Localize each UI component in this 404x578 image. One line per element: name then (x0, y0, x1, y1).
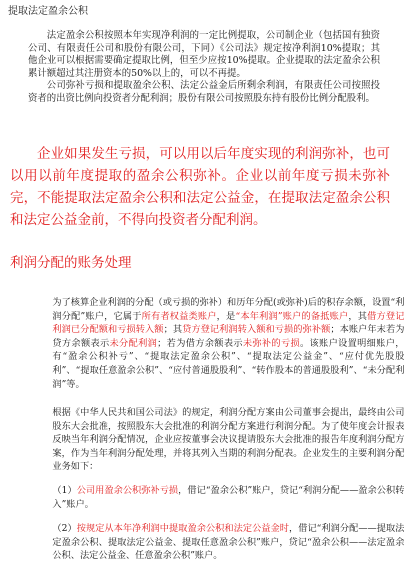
text-segment: 。该账户设置明细账户，有“盈余公积补亏”、“提取法定盈余公积”、“提取法定公益金”、“应付优先股股利”、“提取任意盈余公积”、“应付普通股股利”、“转作股本的普通股股利”、“未分配利润”等。 (52, 337, 404, 390)
highlight-owner-equity: 所有者权益类账户 (141, 310, 217, 322)
highlight-debit-side: 借方登记利润已分配额和亏损转入额 (52, 310, 404, 336)
text-segment: ，其 (348, 310, 368, 322)
text-segment: 为了核算企业利润的分配（或亏损的弥补）和历年分配(或弥补)后的积存余额，设置“利润分配”账户，它属于 (52, 297, 404, 322)
list-item-2 (34, 522, 404, 563)
highlighted-loss-paragraph: 企业如果发生亏损，可以用以后年度实现的利润弥补，也可以用以前年度提取的盈余公积弥补。企业以前年度亏损未弥补完，不能提取法定盈余公积和法定公益金，在提取法定盈余公积和法定公益金前，不得向投资者分配利润。 (10, 146, 390, 228)
text-segment: ；其 (163, 324, 183, 336)
paragraph-profit-distribution: 公司弥补亏损和提取盈余公积、法定公益金后所剩余利润，有限责任公司按照投资者的出资比例向投资者分配利润；股份有限公司按照股东持有股份比例分配股利。 (28, 80, 380, 104)
highlight-credit-side: 贷方登记利润转入额和亏损的弥补额 (182, 324, 331, 336)
item-number: （1） (52, 485, 77, 496)
paragraph-statutory-reserve: 法定盈余公积按照本年实现净利润的一定比例提取，公司制企业（包括国有独资公司、有限责任公司和股份有限公司，下同）《公司法》规定按净利润10%提取；其他企业可以根据需要确定提取比例，但至少应按10%提取。企业提取的法定盈余公积累计额超过其注册资本的50%以上的，可以不再提。 (28, 30, 380, 79)
text-segment: ；若为借方余额表示 (157, 337, 243, 349)
company-law-paragraph: 根据《中华人民共和国公司法》的规定，利润分配方案由公司董事会提出，最终由公司股东大会批准，按照股东大会批准的利润分配方案进行利润分配。为了使年度会计报表反映当年利润分配情况，企业应按董事会决议提请股东大会批准的报告年度利润分配方案，作为当年利润分配处理，并将其列入当期的利润分配表。企业发生的主要利润分配业务如下： (52, 407, 404, 473)
highlight-undistributed-profit: 未分配利润 (109, 337, 158, 349)
intro-block (28, 30, 380, 106)
item-highlight: 公司用盈余公积弥补亏损 (76, 485, 179, 496)
highlight-contra-account: “本年利润”账户的备抵账户 (235, 310, 349, 322)
section-title: 提取法定盈余公积 (8, 6, 88, 17)
list-item-1 (34, 484, 404, 511)
account-description-paragraph (34, 296, 404, 391)
item-number: （2） (52, 523, 77, 534)
text-segment: ；本账户年末若为贷方余额表示 (52, 324, 404, 349)
text-segment: ，是 (216, 310, 236, 322)
accounting-heading: 利润分配的账务处理 (10, 255, 132, 271)
item-highlight: 按规定从本年净利润中提取盈余公积和法定公益金时 (76, 523, 289, 534)
item-text: ，借记“盈余公积”账户，贷记“利润分配——盈余公积转入”账户。 (52, 485, 404, 510)
highlight-unrecovered-loss: 未弥补的亏损 (242, 337, 300, 349)
item-text: ，借记“利润分配——提取法定盈余公积、提取法定公益金、提取任意盈余公积”账户，贷记“盈余公积——法定盈余公积、法定公益金、任意盈余公积”账户。 (52, 523, 404, 562)
